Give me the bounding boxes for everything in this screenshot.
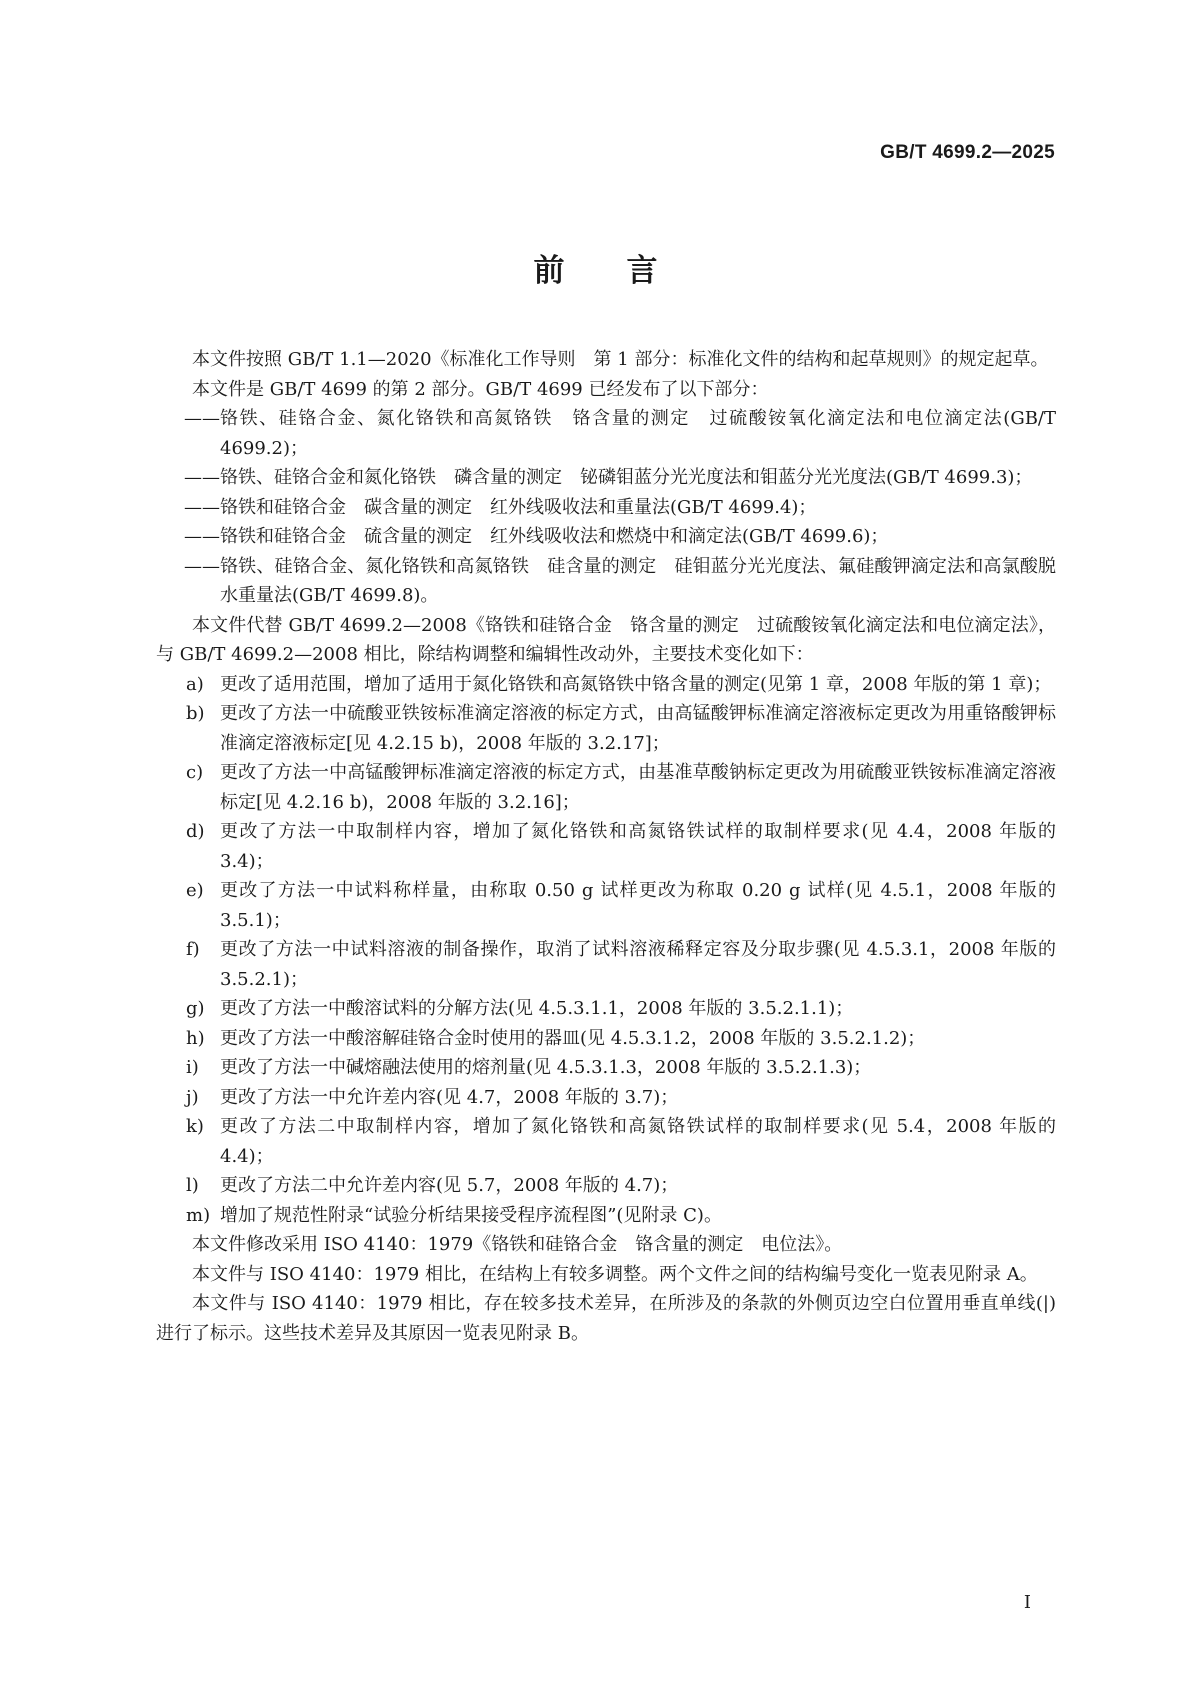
- list-item: —— 铬铁和硅铬合金 硫含量的测定 红外线吸收法和燃烧中和滴定法(GB/T 4699.6)；: [184, 526, 889, 547]
- list-item: a) 更改了适用范围，增加了适用于氮化铬铁和高氮铬铁中铬含量的测定(见第 1 章，2008 年版的第 1 章)；: [186, 673, 1052, 695]
- foreword-body: [156, 345, 1056, 1348]
- parts-list: [156, 404, 1056, 611]
- list-item: j) 更改了方法一中允许差内容(见 4.7，2008 年版的 3.7)；: [186, 1086, 679, 1108]
- standard-code: GB/T 4699.2—2025: [880, 142, 1055, 163]
- paragraph-technical-diff: 本文件与 ISO 4140：1979 相比，存在较多技术差异，在所涉及的条款的外侧页边空白位置用垂直单线(|)进行了标示。这些技术差异及其原因一览表见附录 B。: [156, 1293, 1056, 1344]
- list-item: g) 更改了方法一中酸溶试料的分解方法(见 4.5.3.1.1，2008 年版的 3.5.2.1.1)；: [186, 998, 854, 1019]
- list-item: b) 更改了方法一中硫酸亚铁铵标准滴定溶液的标定方式，由高锰酸钾标准滴定溶液标定更改为用重铬酸钾标准滴定溶液标定[见 4.2.15 b)，2008 年版的 3.2.17]；: [186, 703, 1056, 754]
- paragraph-replacement: 本文件代替 GB/T 4699.2—2008《铬铁和硅铬合金 铬含量的测定 过硫酸铵氧化滴定法和电位滴定法》，与 GB/T 4699.2—2008 相比，除结构调整和编辑性改动外，主要技术变化如下：: [156, 614, 1056, 665]
- changes-list: [156, 670, 1056, 1231]
- page-number: I: [1023, 1592, 1031, 1613]
- list-item: f) 更改了方法一中试料溶液的制备操作，取消了试料溶液稀释定容及分取步骤(见 4.5.3.1，2008 年版的 3.5.2.1)；: [186, 939, 1056, 990]
- list-item: d) 更改了方法一中取制样内容，增加了氮化铬铁和高氮铬铁试样的取制样要求(见 4.4，2008 年版的 3.4)；: [186, 821, 1056, 872]
- list-item: —— 铬铁、硅铬合金和氮化铬铁 磷含量的测定 铋磷钼蓝分光光度法和钼蓝分光光度法(GB/T 4699.3)；: [184, 467, 1033, 488]
- paragraph-parts-intro: 本文件是 GB/T 4699 的第 2 部分。GB/T 4699 已经发布了以下部分：: [192, 378, 769, 400]
- page-title: 前言: [533, 253, 720, 289]
- paragraph-adoption: 本文件修改采用 ISO 4140：1979《铬铁和硅铬合金 铬含量的测定 电位法》。: [192, 1234, 843, 1255]
- list-item: c) 更改了方法一中高锰酸钾标准滴定溶液的标定方式，由基准草酸钠标定更改为用硫酸亚铁铵标准滴定溶液标定[见 4.2.16 b)，2008 年版的 3.2.16]；: [186, 762, 1056, 813]
- list-item: —— 铬铁和硅铬合金 碳含量的测定 红外线吸收法和重量法(GB/T 4699.4)；: [184, 496, 817, 518]
- paragraph-drafting-rules: 本文件按照 GB/T 1.1—2020《标准化工作导则 第 1 部分：标准化文件的结构和起草规则》的规定起草。: [192, 349, 1049, 370]
- list-item: k) 更改了方法二中取制样内容，增加了氮化铬铁和高氮铬铁试样的取制样要求(见 5.4，2008 年版的 4.4)；: [186, 1116, 1056, 1167]
- list-item: —— 铬铁、硅铬合金、氮化铬铁和高氮铬铁 硅含量的测定 硅钼蓝分光光度法、氟硅酸钾滴定法和高氯酸脱水重量法(GB/T 4699.8)。: [184, 555, 1056, 606]
- list-item: i) 更改了方法一中碱熔融法使用的熔剂量(见 4.5.3.1.3，2008 年版的 3.5.2.1.3)；: [186, 1057, 872, 1078]
- list-item: l) 更改了方法二中允许差内容(见 5.7，2008 年版的 4.7)；: [186, 1175, 679, 1196]
- list-item: m) 增加了规范性附录“试验分析结果接受程序流程图”(见附录 C)。: [186, 1204, 722, 1226]
- list-item: h) 更改了方法一中酸溶解硅铬合金时使用的器皿(见 4.5.3.1.2，2008 年版的 3.5.2.1.2)；: [186, 1027, 926, 1049]
- paragraph-structure-diff: 本文件与 ISO 4140：1979 相比，在结构上有较多调整。两个文件之间的结构编号变化一览表见附录 A。: [192, 1263, 1038, 1285]
- list-item: e) 更改了方法一中试料称样量，由称取 0.50 g 试样更改为称取 0.20 g 试样(见 4.5.1，2008 年版的 3.5.1)；: [186, 880, 1056, 931]
- list-item: —— 铬铁、硅铬合金、氮化铬铁和高氮铬铁 铬含量的测定 过硫酸铵氧化滴定法和电位滴定法(GB/T 4699.2)；: [184, 408, 1056, 459]
